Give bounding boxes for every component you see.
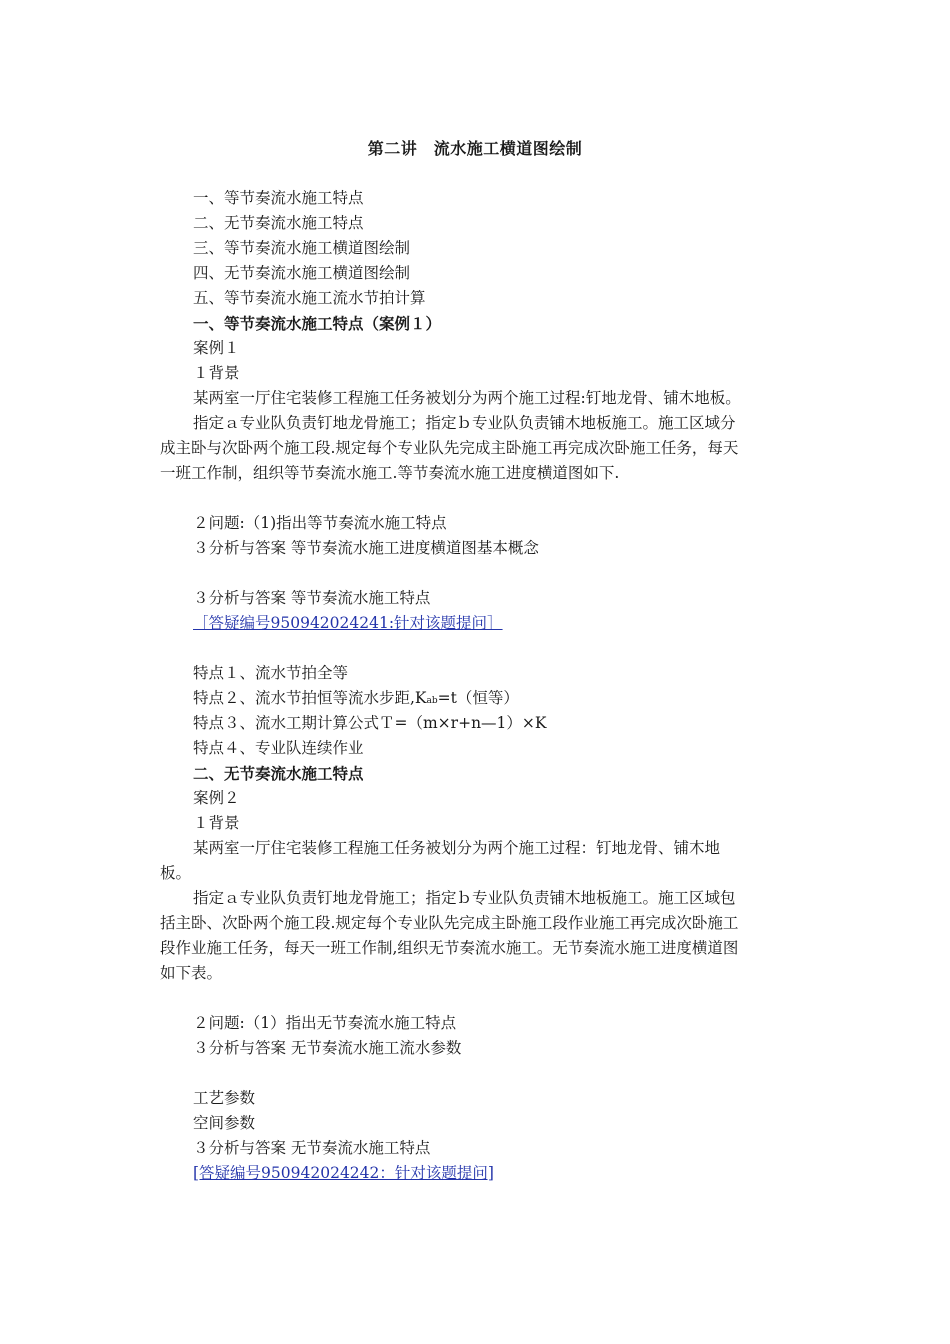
parameter-item: 工艺参数 [193,1089,256,1107]
question: ２问题:（1)指出等节奏流水施工特点 [193,514,447,532]
background-label: １背景 [193,814,240,832]
case-label: 案例１ [193,339,240,357]
paragraph-line: 某两室一厅住宅装修工程施工任务被划分为两个施工过程:钉地龙骨、铺木地板。 [193,389,741,407]
analysis-heading: ３分析与答案 无节奏流水施工特点 [193,1139,431,1157]
feature-item: 特点４、专业队连续作业 [193,739,364,757]
toc-item: 五、等节奏流水施工流水节拍计算 [193,289,426,307]
paragraph-line: 板。 [160,864,192,882]
question: ２问题:（1）指出无节奏流水施工特点 [193,1014,457,1032]
paragraph-line: 括主卧、次卧两个施工段.规定每个专业队先完成主卧施工段作业施工再完成次卧施工 [160,914,739,932]
paragraph-line: 如下表。 [160,964,223,982]
toc-item: 三、等节奏流水施工横道图绘制 [193,239,411,257]
toc-item: 二、无节奏流水施工特点 [193,214,364,232]
feature-item: 特点１、流水节拍全等 [193,664,349,682]
section-heading: 一、等节奏流水施工特点（案例１） [193,314,442,333]
paragraph-line: 一班工作制，组织等节奏流水施工.等节奏流水施工进度横道图如下. [160,464,620,482]
toc-item: 一、等节奏流水施工特点 [193,189,364,207]
question-link[interactable]: [答疑编号950942024242：针对该题提问] [193,1164,494,1182]
paragraph-line: 某两室一厅住宅装修工程施工任务被划分为两个施工过程：钉地龙骨、铺木地 [193,839,721,857]
paragraph-line: 指定ａ专业队负责钉地龙骨施工；指定ｂ专业队负责铺木地板施工。施工区域包 [193,889,736,907]
toc-item: 四、无节奏流水施工横道图绘制 [193,264,411,282]
analysis-heading: ３分析与答案 等节奏流水施工特点 [193,589,431,607]
case-label: 案例２ [193,789,240,807]
paragraph-line: 指定ａ专业队负责钉地龙骨施工；指定ｂ专业队负责铺木地板施工。施工区域分 [193,414,736,432]
paragraph-line: 成主卧与次卧两个施工段.规定每个专业队先完成主卧施工再完成次卧施工任务，每天 [160,439,739,457]
background-label: １背景 [193,364,240,382]
document-body [160,186,790,1186]
question-link[interactable]: ［答疑编号950942024241:针对该题提问］ [193,614,503,632]
feature-item: 特点２、流水节拍恒等流水步距,Kab=t（恒等） [193,689,519,707]
page-title: 第二讲 流水施工横道图绘制 [367,139,583,158]
paragraph-line: 段作业施工任务，每天一班工作制,组织无节奏流水施工。无节奏流水施工进度横道图 [160,939,739,957]
feature-item: 特点３、流水工期计算公式Ｔ=（m×r+n—1）×K [193,714,547,732]
analysis-heading: ３分析与答案 等节奏流水施工进度横道图基本概念 [193,539,539,557]
section-heading: 二、无节奏流水施工特点 [193,764,364,783]
analysis-heading: ３分析与答案 无节奏流水施工流水参数 [193,1039,462,1057]
parameter-item: 空间参数 [193,1114,256,1132]
